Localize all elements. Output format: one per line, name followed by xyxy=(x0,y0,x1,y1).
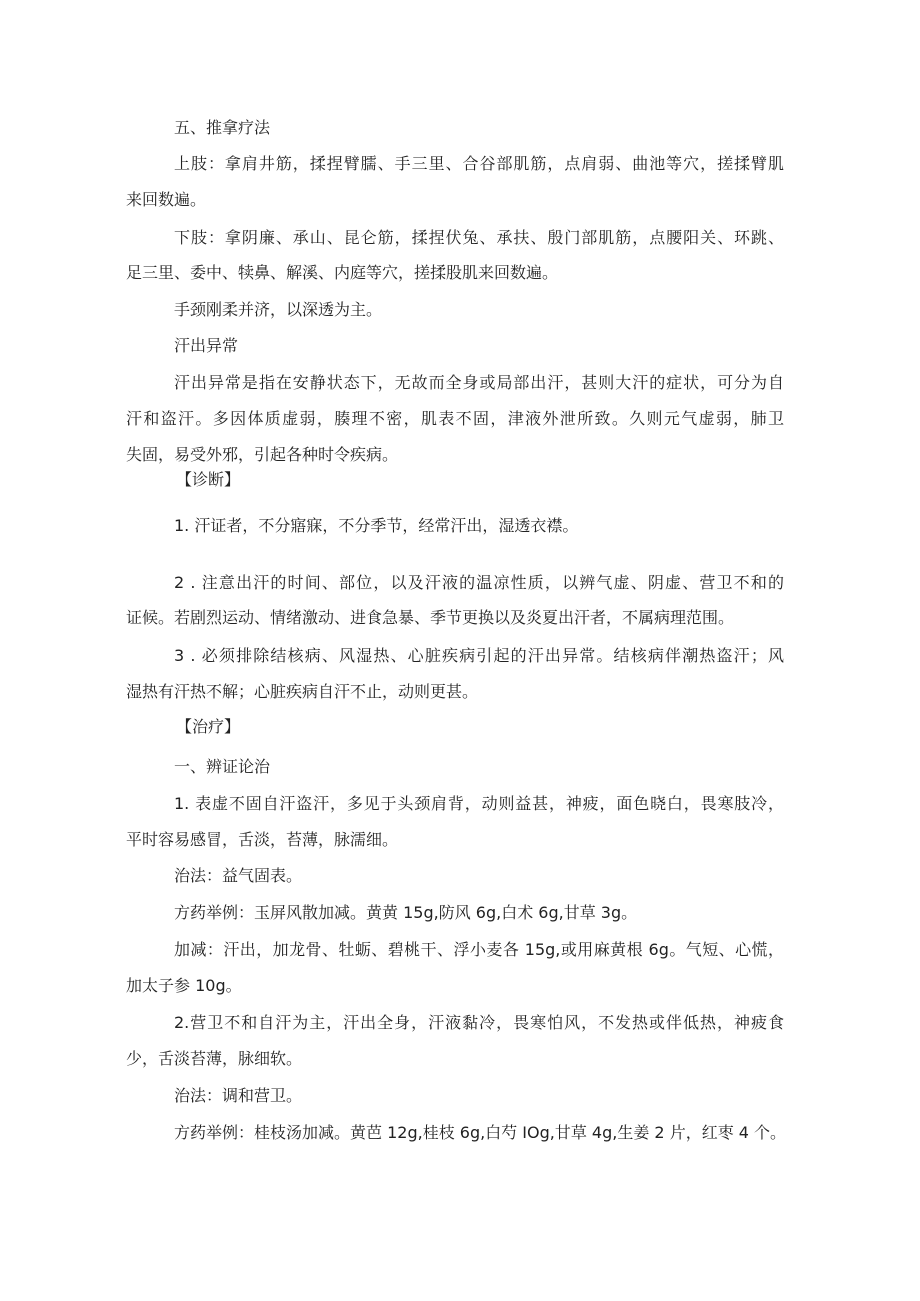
heading-diagnosis: 【诊断】 xyxy=(176,470,241,489)
paragraph-upper-limb-line-1: 上肢：拿肩井筋，揉捏臂臑、手三里、合谷部肌筋，点肩弱、曲池等穴，搓揉臂肌 xyxy=(174,154,784,173)
pattern-1-modification-line-1: 加减：汗出，加龙骨、牡蛎、碧桃干、浮小麦各 15g,或用麻黄根 6g。气短、心慌， xyxy=(174,940,784,959)
paragraph-upper-limb-line-2: 来回数遍。 xyxy=(126,190,207,209)
pattern-2-prescription: 方药举例：桂枝汤加减。黄芭 12g,桂枝 6g,白芍 IOg,甘草 4g,生姜 2 片，红枣 4 个。 xyxy=(174,1123,787,1142)
pattern-1-modification-line-2: 加太子参 10g。 xyxy=(126,976,242,995)
pattern-1-line-1: 1. 表虚不固自汗盗汗，多见于头颈肩背，动则益甚，神疲，面色晓白，畏寒肢冷， xyxy=(174,794,784,813)
paragraph-lower-limb-line-2: 足三里、委中、犊鼻、解溪、内庭等穴，搓揉股肌来回数遍。 xyxy=(126,263,559,282)
paragraph-lower-limb-line-1: 下肢：拿阴廉、承山、昆仑筋，揉捏伏兔、承扶、殷门部肌筋，点腰阳关、环跳、 xyxy=(174,228,784,247)
pattern-1-prescription: 方药举例：玉屏风散加减。黄黄 15g,防风 6g,白术 6g,甘草 3g。 xyxy=(174,903,638,922)
diagnosis-item-2-line-1: 2 . 注意出汗的时间、部位，以及汗液的温凉性质，以辨气虚、阴虚、营卫不和的 xyxy=(174,573,784,592)
diagnosis-item-3-line-1: 3 . 必须排除结核病、风湿热、心脏疾病引起的汗出异常。结核病伴潮热盗汗；风 xyxy=(174,646,784,665)
diagnosis-item-1: 1. 汗证者，不分寤寐，不分季节，经常汗出，湿透衣襟。 xyxy=(174,516,579,535)
paragraph-sweating-definition-line-3: 失固，易受外邪，引起各种时令疾病。 xyxy=(126,445,399,464)
paragraph-sweating-definition-line-2: 汗和盗汗。多因体质虚弱，腠理不密，肌表不固，津液外泄所致。久则元气虚弱，肺卫 xyxy=(126,409,784,428)
pattern-2-line-2: 少，舌淡苔薄，脉细软。 xyxy=(126,1049,303,1068)
pattern-1-method: 治法：益气固表。 xyxy=(174,866,303,885)
subheading-differentiation: 一、辨证论治 xyxy=(174,757,271,776)
diagnosis-item-2-line-2: 证候。若剧烈运动、情绪激动、进食急暴、季节更换以及炎夏出汗者，不属病理范围。 xyxy=(126,608,735,627)
pattern-2-method: 治法：调和营卫。 xyxy=(174,1086,303,1105)
paragraph-technique: 手颈刚柔并济，以深透为主。 xyxy=(174,300,383,319)
section-heading-sweating: 汗出异常 xyxy=(174,336,239,355)
section-heading-tuina: 五、推拿疗法 xyxy=(174,118,271,137)
pattern-1-line-2: 平时容易感冒，舌淡，苔薄，脉濡细。 xyxy=(126,830,399,849)
diagnosis-item-3-line-2: 湿热有汗热不解；心脏疾病自汗不止，动则更甚。 xyxy=(126,682,479,701)
heading-treatment: 【治疗】 xyxy=(176,717,241,736)
pattern-2-line-1: 2.营卫不和自汗为主，汗出全身，汗液黏冷，畏寒怕风，不发热或伴低热，神疲食 xyxy=(174,1013,784,1032)
paragraph-sweating-definition-line-1: 汗出异常是指在安静状态下，无故而全身或局部出汗，甚则大汗的症状，可分为自 xyxy=(174,373,784,392)
